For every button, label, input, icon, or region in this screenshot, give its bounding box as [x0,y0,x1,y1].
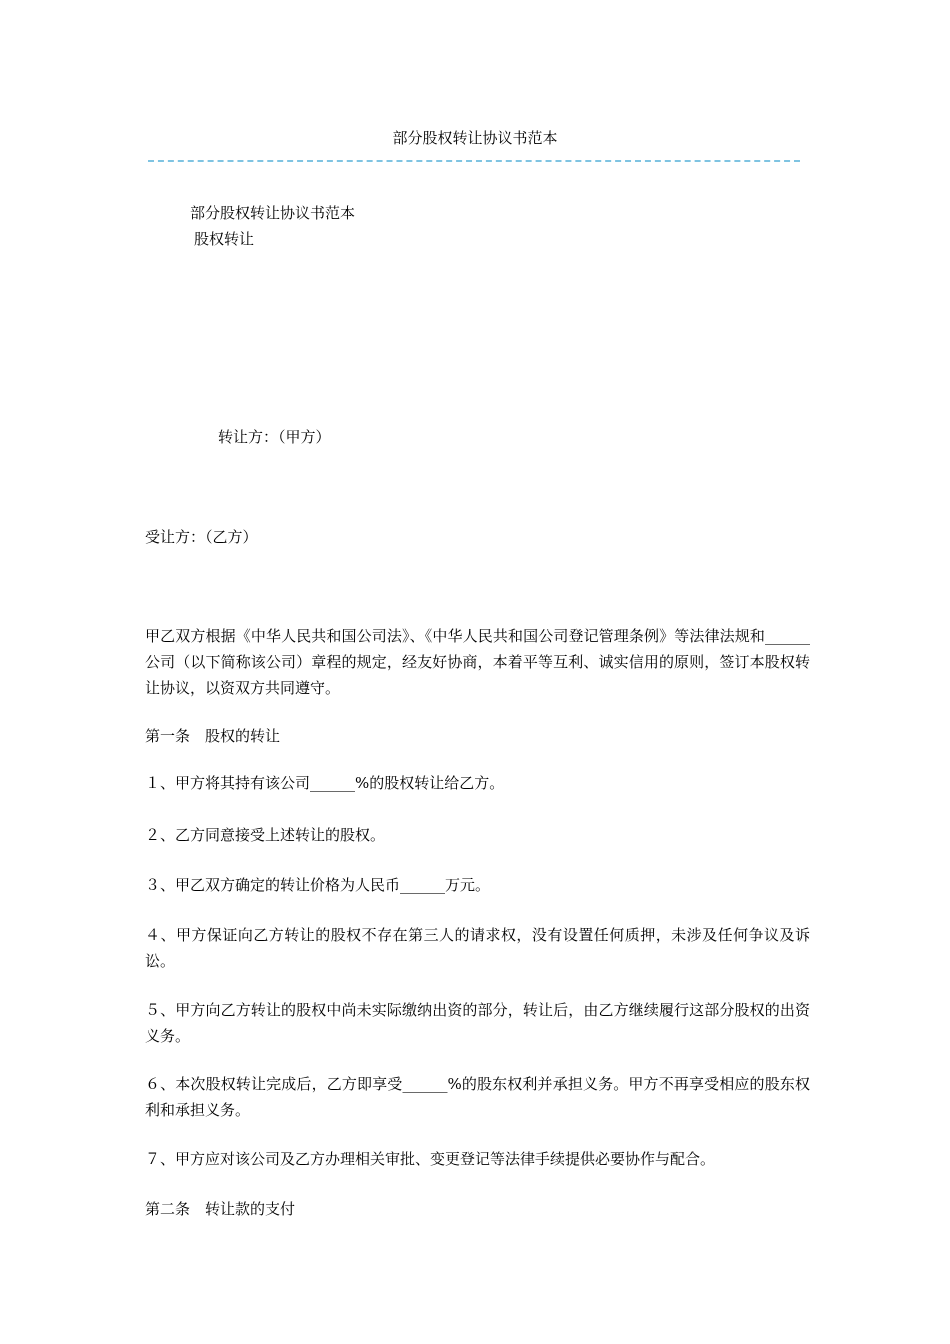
article-1-item-3: ３、甲乙双方确定的转让价格为人民币______万元。 [145,876,491,894]
document-title: 部分股权转让协议书范本 [190,204,356,222]
header-divider [148,160,800,162]
article-1-item-4: ４、甲方保证向乙方转让的股权不存在第三人的请求权，没有设置任何质押，未涉及任何争议及诉讼。 [145,926,810,970]
intro-paragraph: 甲乙双方根据《中华人民共和国公司法》、《中华人民共和国公司登记管理条例》等法律法规和______公司（以下简称该公司）章程的规定，经友好协商，本着平等互利、诚实信用的原则，签订本股权转让协议，以资双方共同遵守。 [145,627,810,697]
article-1-item-1: １、甲方将其持有该公司______%的股权转让给乙方。 [145,774,505,792]
transferor-label: 转让方：（甲方） [218,428,331,446]
transferee-label: 受让方：（乙方） [145,528,258,546]
article-1-heading: 第一条 股权的转让 [145,727,281,745]
article-2-heading: 第二条 转让款的支付 [145,1200,296,1218]
article-1-item-6: ６、本次股权转让完成后，乙方即享受______%的股东权利并承担义务。甲方不再享受相应的股东权利和承担义务。 [145,1075,810,1119]
article-1-item-7: ７、甲方应对该公司及乙方办理相关审批、变更登记等法律手续提供必要协作与配合。 [145,1150,716,1168]
document-subtitle: 股权转让 [194,230,255,248]
article-1-item-2: ２、乙方同意接受上述转让的股权。 [145,826,386,844]
article-1-item-5: ５、甲方向乙方转让的股权中尚未实际缴纳出资的部分，转让后，由乙方继续履行这部分股权的出资义务。 [145,1001,810,1045]
page-header-title: 部分股权转让协议书范本 [392,129,558,147]
